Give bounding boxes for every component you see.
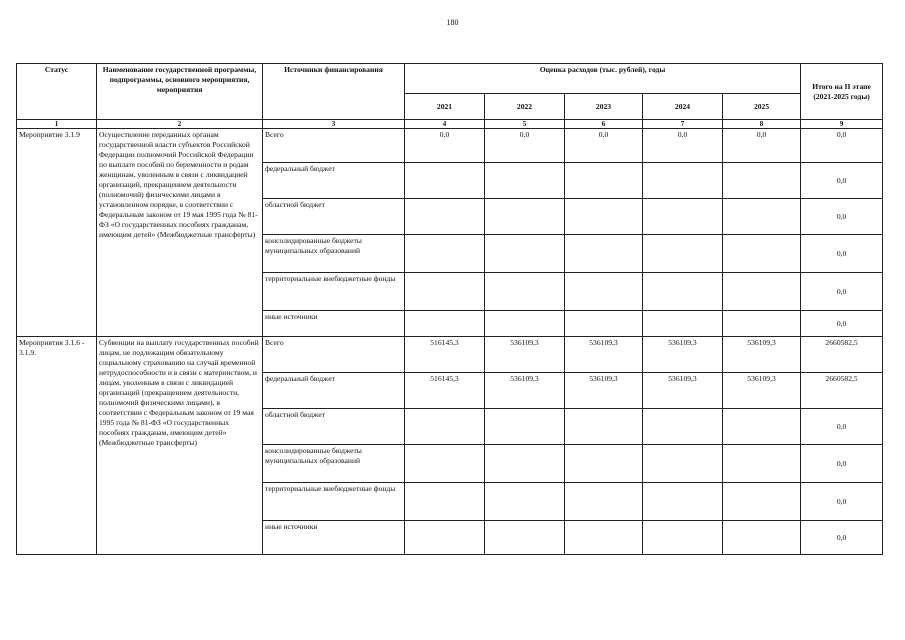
value-cell: 536109,3: [643, 337, 723, 373]
value-cell: [405, 445, 485, 483]
column-number: 8: [723, 120, 801, 129]
value-cell: [643, 483, 723, 521]
value-cell: [643, 311, 723, 337]
value-cell: [485, 445, 565, 483]
value-cell: [723, 273, 801, 311]
budget-table: [16, 63, 883, 555]
value-cell: [723, 521, 801, 555]
value-cell: [565, 235, 643, 273]
value-cell: [405, 163, 485, 199]
value-cell: [723, 311, 801, 337]
header-year: 2025: [723, 94, 801, 120]
header-estimate: Оценка расходов (тыс. рублей), годы: [405, 64, 801, 94]
value-cell: [565, 483, 643, 521]
value-cell: [723, 445, 801, 483]
value-cell: [485, 273, 565, 311]
value-cell: [565, 445, 643, 483]
total-cell: 0,0: [801, 163, 883, 199]
value-cell: [405, 483, 485, 521]
value-cell: [723, 163, 801, 199]
column-number: 7: [643, 120, 723, 129]
total-cell: 0,0: [801, 311, 883, 337]
value-cell: [485, 199, 565, 235]
column-number: 2: [97, 120, 263, 129]
value-cell: 0,0: [565, 129, 643, 163]
value-cell: [643, 521, 723, 555]
value-cell: [723, 235, 801, 273]
source-cell: территориальные внебюджетные фонды: [263, 273, 405, 311]
value-cell: [723, 199, 801, 235]
source-cell: консолидированные бюджеты муниципальных образований: [263, 235, 405, 273]
source-cell: федеральный бюджет: [263, 163, 405, 199]
value-cell: [565, 409, 643, 445]
program-name-cell: Субвенции на выплату государственных пособий лицам, не подлежащим обязательному социальному страхованию на случай временной нетрудоспособности и в связи с материнством, и лицам, уволенным в связи с ликвидацией организаций (прекращением деятельности, полномочий физическими лицами), в соответствии с Федеральным законом от 19 мая 1995 года № 81-ФЗ «О государственных пособиях гражданам, имеющим детей» (Межбюджетные трансферты): [97, 337, 263, 555]
value-cell: [485, 163, 565, 199]
header-name: Наименование государственной программы, подпрограммы, основного мероприятия, мероприятия: [97, 64, 263, 120]
value-cell: 536109,3: [723, 373, 801, 409]
source-cell: консолидированные бюджеты муниципальных образований: [263, 445, 405, 483]
header-sources: Источники финансирования: [263, 64, 405, 120]
header-year: 2021: [405, 94, 485, 120]
total-cell: 0,0: [801, 273, 883, 311]
value-cell: [405, 409, 485, 445]
value-cell: [565, 521, 643, 555]
value-cell: [405, 273, 485, 311]
value-cell: [485, 483, 565, 521]
value-cell: [565, 273, 643, 311]
total-cell: 0,0: [801, 483, 883, 521]
value-cell: 536109,3: [485, 373, 565, 409]
column-number: 3: [263, 120, 405, 129]
value-cell: [405, 311, 485, 337]
value-cell: [643, 409, 723, 445]
source-cell: Всего: [263, 129, 405, 163]
column-number-row: [17, 120, 883, 129]
source-cell: территориальные внебюджетные фонды: [263, 483, 405, 521]
value-cell: 536109,3: [565, 337, 643, 373]
value-cell: [643, 273, 723, 311]
column-number: 5: [485, 120, 565, 129]
total-cell: 0,0: [801, 129, 883, 163]
value-cell: 536109,3: [723, 337, 801, 373]
value-cell: 0,0: [405, 129, 485, 163]
value-cell: 516145,3: [405, 373, 485, 409]
header-status: Статус: [17, 64, 97, 120]
total-cell: 0,0: [801, 235, 883, 273]
total-cell: 2660582,5: [801, 373, 883, 409]
column-number: 4: [405, 120, 485, 129]
total-cell: 2660582,5: [801, 337, 883, 373]
header-year: 2023: [565, 94, 643, 120]
source-cell: иные источники: [263, 521, 405, 555]
status-cell: Мероприятие 3.1.9: [17, 129, 97, 337]
value-cell: 516145,3: [405, 337, 485, 373]
value-cell: 0,0: [485, 129, 565, 163]
value-cell: [723, 409, 801, 445]
header-total: Итого на II этапе (2021-2025 годы): [801, 64, 883, 120]
table-row: [17, 337, 883, 373]
value-cell: [485, 409, 565, 445]
value-cell: [565, 311, 643, 337]
column-number: 1: [17, 120, 97, 129]
value-cell: [405, 199, 485, 235]
source-cell: Всего: [263, 337, 405, 373]
value-cell: 536109,3: [485, 337, 565, 373]
source-cell: областной бюджет: [263, 199, 405, 235]
value-cell: [643, 445, 723, 483]
value-cell: [485, 521, 565, 555]
value-cell: [405, 235, 485, 273]
column-number: 9: [801, 120, 883, 129]
value-cell: [643, 199, 723, 235]
value-cell: [565, 199, 643, 235]
value-cell: [485, 235, 565, 273]
value-cell: 536109,3: [565, 373, 643, 409]
value-cell: 0,0: [723, 129, 801, 163]
header-year: 2022: [485, 94, 565, 120]
page-number: 180: [446, 18, 459, 27]
source-cell: иные источники: [263, 311, 405, 337]
value-cell: [643, 163, 723, 199]
value-cell: [565, 163, 643, 199]
value-cell: [723, 483, 801, 521]
total-cell: 0,0: [801, 445, 883, 483]
value-cell: [643, 235, 723, 273]
total-cell: 0,0: [801, 199, 883, 235]
total-cell: 0,0: [801, 409, 883, 445]
header-year: 2024: [643, 94, 723, 120]
source-cell: федеральный бюджет: [263, 373, 405, 409]
value-cell: 536109,3: [643, 373, 723, 409]
total-cell: 0,0: [801, 521, 883, 555]
status-cell: Мероприятия 3.1.6 - 3.1.9.: [17, 337, 97, 555]
source-cell: областной бюджет: [263, 409, 405, 445]
column-number: 6: [565, 120, 643, 129]
program-name-cell: Осуществление переданных органам государственной власти субъектов Российской Федерации полномочий Российской Федерации по выплате пособий по беременности и родам женщинам, уволенным в связи с ликвидацией организаций, прекращением деятельности (полномочий) физическими лицами в установленном порядке, в соответствии с Федеральным законом от 19 мая 1995 года № 81-ФЗ «О государственных пособиях гражданам, имеющим детей» (Межбюджетные трансферты): [97, 129, 263, 337]
value-cell: 0,0: [643, 129, 723, 163]
value-cell: [485, 311, 565, 337]
table-row: [17, 129, 883, 163]
value-cell: [405, 521, 485, 555]
